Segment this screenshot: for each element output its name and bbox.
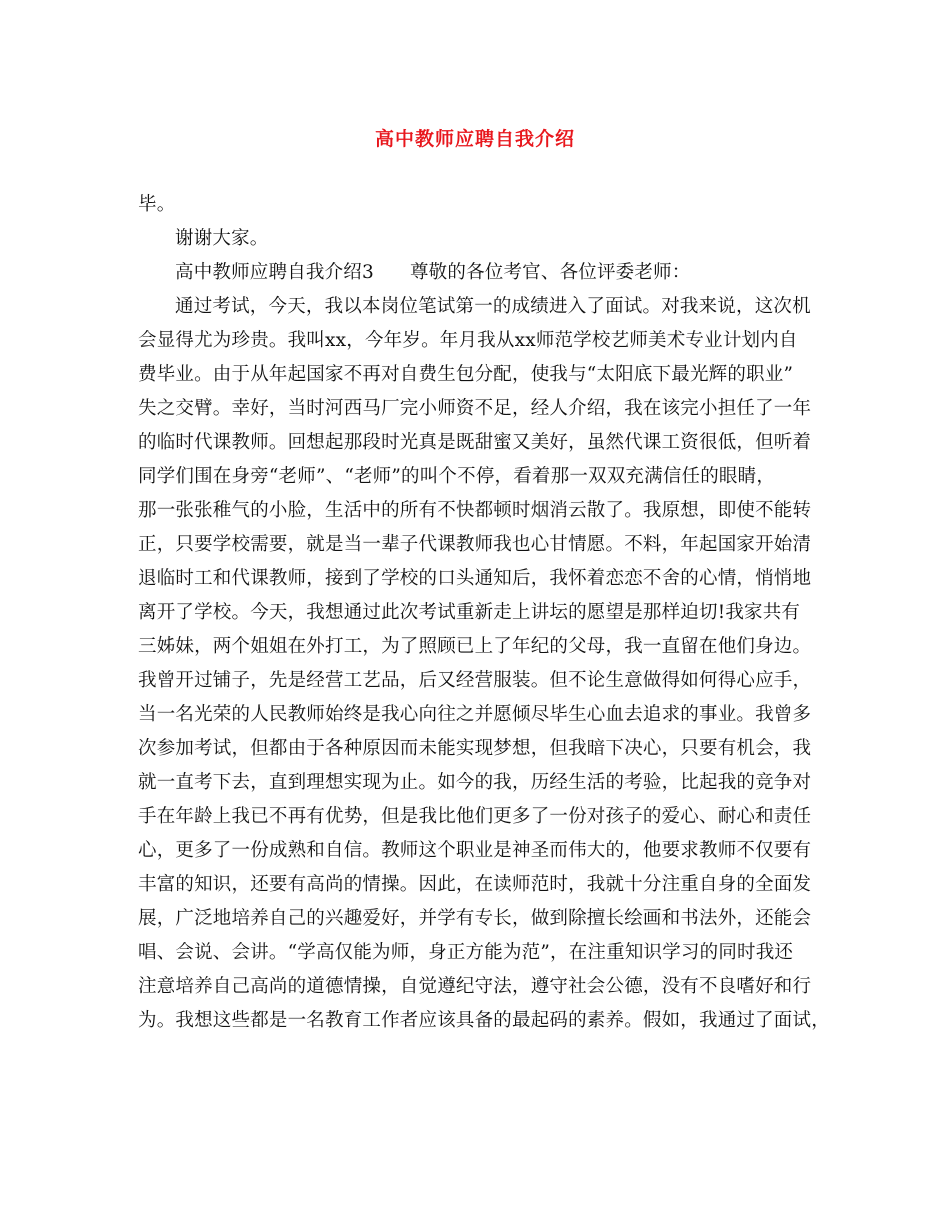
body-line: 同学们围在身旁“老师”、“老师”的叫个不停，看着那一双双充满信任的眼睛，	[138, 466, 776, 487]
document-title: 高中教师应聘自我介绍	[374, 128, 575, 150]
body-line: 就一直考下去，直到理想实现为止。如今的我，历经生活的考验，比起我的竞争对	[138, 772, 812, 793]
body-line: 唱、会说、会讲。“学高仅能为师，身正方能为范”，在注重知识学习的同时我还	[138, 942, 794, 963]
body-line: 注意培养自己高尚的道德情操，自觉遵纪守法，遵守社会公德，没有不良嗜好和行	[138, 976, 812, 997]
body-line: 三姊妹，两个姐姐在外打工，为了照顾已上了年纪的父母，我一直留在他们身边。	[138, 636, 812, 657]
body-line: 正，只要学校需要，就是当一辈子代课教师我也心甘情愿。不料，年起国家开始清	[138, 534, 812, 555]
salutation: 尊敬的各位考官、各位评委老师：	[409, 262, 691, 283]
body-line: 谢谢大家。	[175, 228, 269, 249]
document-body	[138, 192, 828, 1042]
body-line: 次参加考试，但都由于各种原因而未能实现梦想，但我暗下决心，只要有机会，我	[138, 738, 812, 759]
body-line: 心，更多了一份成熟和自信。教师这个职业是神圣而伟大的，他要求教师不仅要有	[138, 840, 812, 861]
body-line: 毕。	[138, 194, 176, 215]
body-line: 丰富的知识，还要有高尚的情操。因此，在读师范时，我就十分注重自身的全面发	[138, 874, 812, 895]
body-line: 手在年龄上我已不再有优势，但是我比他们更多了一份对孩子的爱心、耐心和责任	[138, 806, 812, 827]
body-line: 退临时工和代课教师，接到了学校的口头通知后，我怀着恋恋不舍的心情，悄悄地	[138, 568, 812, 589]
body-line: 离开了学校。今天，我想通过此次考试重新走上讲坛的愿望是那样迫切!我家共有	[138, 602, 801, 623]
body-line: 当一名光荣的人民教师始终是我心向往之并愿倾尽毕生心血去追求的事业。我曾多	[138, 704, 812, 725]
body-line: 失之交臂。幸好，当时河西马厂完小师资不足，经人介绍，我在该完小担任了一年	[138, 398, 812, 419]
body-line-heading	[138, 260, 828, 294]
section-heading: 高中教师应聘自我介绍3	[175, 262, 374, 283]
body-line: 会显得尤为珍贵。我叫xx，今年岁。年月我从xx师范学校艺师美术专业计划内自	[138, 330, 798, 351]
body-line: 展，广泛地培养自己的兴趣爱好，并学有专长，做到除擅长绘画和书法外，还能会	[138, 908, 812, 929]
body-line: 通过考试，今天，我以本岗位笔试第一的成绩进入了面试。对我来说，这次机	[175, 296, 811, 317]
body-line: 那一张张稚气的小脸，生活中的所有不快都顿时烟消云散了。我原想，即使不能转	[138, 500, 812, 521]
body-line: 我曾开过铺子，先是经营工艺品，后又经营服装。但不论生意做得如何得心应手，	[138, 670, 812, 691]
body-line: 费毕业。由于从年起国家不再对自费生包分配，使我与“太阳底下最光辉的职业”	[138, 364, 794, 385]
body-line: 的临时代课教师。回想起那段时光真是既甜蜜又美好，虽然代课工资很低，但听着	[138, 432, 812, 453]
body-line: 为。我想这些都是一名教育工作者应该具备的最起码的素养。假如，我通过了面试，	[138, 1010, 830, 1031]
